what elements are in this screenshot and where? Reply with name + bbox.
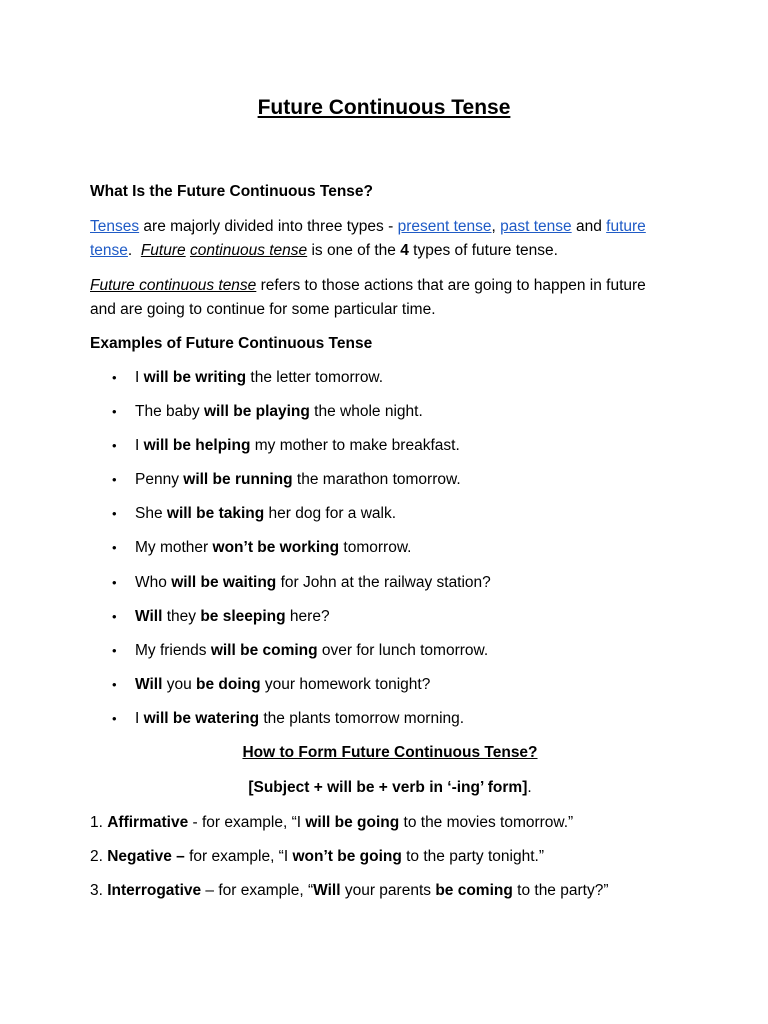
text-run: will be taking	[166, 505, 265, 523]
text-run: is one of the	[307, 242, 401, 259]
fct-term: Future continuous tense	[90, 277, 257, 294]
link-past-tense[interactable]: past tense	[500, 218, 572, 235]
text-run: Will	[135, 607, 163, 625]
text-run: types of future tense.	[408, 242, 558, 259]
text-run: tomorrow.	[339, 539, 412, 557]
definition-paragraph	[90, 274, 700, 322]
rule-affirmative	[90, 811, 690, 835]
list-item	[90, 468, 690, 502]
text-run: My friends	[135, 641, 211, 659]
text-run: the plants tomorrow morning.	[259, 709, 465, 727]
text-run: to the party?”	[512, 882, 609, 899]
rule-negative	[90, 845, 690, 869]
text-run: be doing	[196, 675, 261, 693]
text-run: - for example, “I	[188, 814, 306, 831]
section-heading-examples: Examples of Future Continuous Tense	[90, 335, 373, 352]
text-run: Who	[135, 573, 172, 591]
text-run: to the party tonight.”	[401, 848, 544, 865]
list-item	[90, 434, 690, 468]
list-item	[90, 605, 690, 639]
text-run: Penny	[135, 471, 184, 489]
text-run: be coming	[435, 882, 513, 899]
text-run: Interrogative	[107, 882, 202, 899]
text-run: here?	[285, 607, 330, 625]
text-run: My mother	[135, 539, 213, 557]
rule-interrogative	[90, 879, 690, 903]
link-tenses[interactable]: Tenses	[90, 218, 140, 235]
text-run: will be helping	[143, 437, 251, 455]
list-item	[90, 400, 690, 434]
text-run: will be going	[305, 814, 400, 831]
text-run: are majorly divided into three types -	[139, 218, 398, 235]
text-run: Will	[135, 675, 163, 693]
text-run: the letter tomorrow.	[246, 369, 384, 386]
text-run: Will	[313, 882, 341, 899]
list-item	[90, 673, 690, 707]
text-run: will be waiting	[171, 573, 277, 591]
text-run: the marathon tomorrow.	[292, 471, 461, 489]
formula	[90, 776, 690, 800]
list-item	[90, 502, 690, 536]
text-run: your parents	[340, 882, 436, 899]
text-run: won’t be going	[292, 848, 402, 865]
text-run: refers to those actions that are going to happen in future	[256, 277, 646, 294]
text-run: will be coming	[210, 641, 318, 659]
text-run: for example, “I	[184, 848, 293, 865]
text-run: ,	[491, 218, 501, 235]
list-item	[90, 536, 690, 570]
future-term: Future	[140, 242, 186, 259]
text-run: I	[135, 369, 144, 386]
text-run: won’t be working	[212, 539, 340, 557]
text-run: .	[127, 242, 141, 259]
text-run: and	[571, 218, 607, 235]
text-run: The baby	[135, 403, 204, 421]
text-run: 3.	[90, 882, 108, 899]
text-run: .	[527, 779, 532, 796]
text-run: Affirmative	[107, 814, 189, 831]
text-run: the whole night.	[309, 403, 423, 421]
link-future-tense-continued[interactable]: tense	[90, 242, 128, 259]
text-run: I	[135, 437, 144, 455]
text-run: will be playing	[203, 403, 310, 421]
list-item	[90, 639, 690, 673]
list-item	[90, 571, 690, 605]
text-run: will be watering	[143, 709, 260, 727]
link-present-tense[interactable]: present tense	[397, 218, 492, 235]
examples-list	[90, 366, 690, 741]
text-run: I	[135, 709, 144, 727]
four-count: 4	[400, 242, 409, 259]
list-item	[90, 366, 690, 400]
text-run: your homework tonight?	[260, 675, 431, 693]
text-run: She	[135, 505, 167, 523]
text-run: [Subject + will be + verb in ‘-ing’ form]	[248, 779, 528, 796]
text-run: and are going to continue for some particular time.	[90, 301, 436, 318]
text-run: 2.	[90, 848, 108, 865]
list-item	[90, 707, 690, 741]
text-run: over for lunch tomorrow.	[317, 641, 489, 659]
text-run: they	[162, 607, 201, 625]
text-run: to the movies tomorrow.”	[399, 814, 574, 831]
section-heading-what-is: What Is the Future Continuous Tense?	[90, 183, 374, 200]
page-title: Future Continuous Tense	[257, 96, 511, 119]
text-run: 1.	[90, 814, 108, 831]
text-run: will be writing	[143, 369, 247, 386]
text-run: will be running	[183, 471, 293, 489]
link-future-tense[interactable]: future	[606, 218, 646, 235]
intro-paragraph	[90, 215, 690, 263]
section-heading-how-to-form: How to Form Future Continuous Tense?	[242, 744, 538, 761]
text-run: her dog for a walk.	[264, 505, 397, 523]
text-run: you	[162, 675, 197, 693]
text-run: Negative –	[107, 848, 185, 865]
text-run: be sleeping	[200, 607, 286, 625]
text-run: – for example, “	[201, 882, 314, 899]
text-run: for John at the railway station?	[276, 573, 491, 591]
text-run: my mother to make breakfast.	[250, 437, 460, 455]
continuous-tense-term: continuous tense	[189, 242, 308, 259]
